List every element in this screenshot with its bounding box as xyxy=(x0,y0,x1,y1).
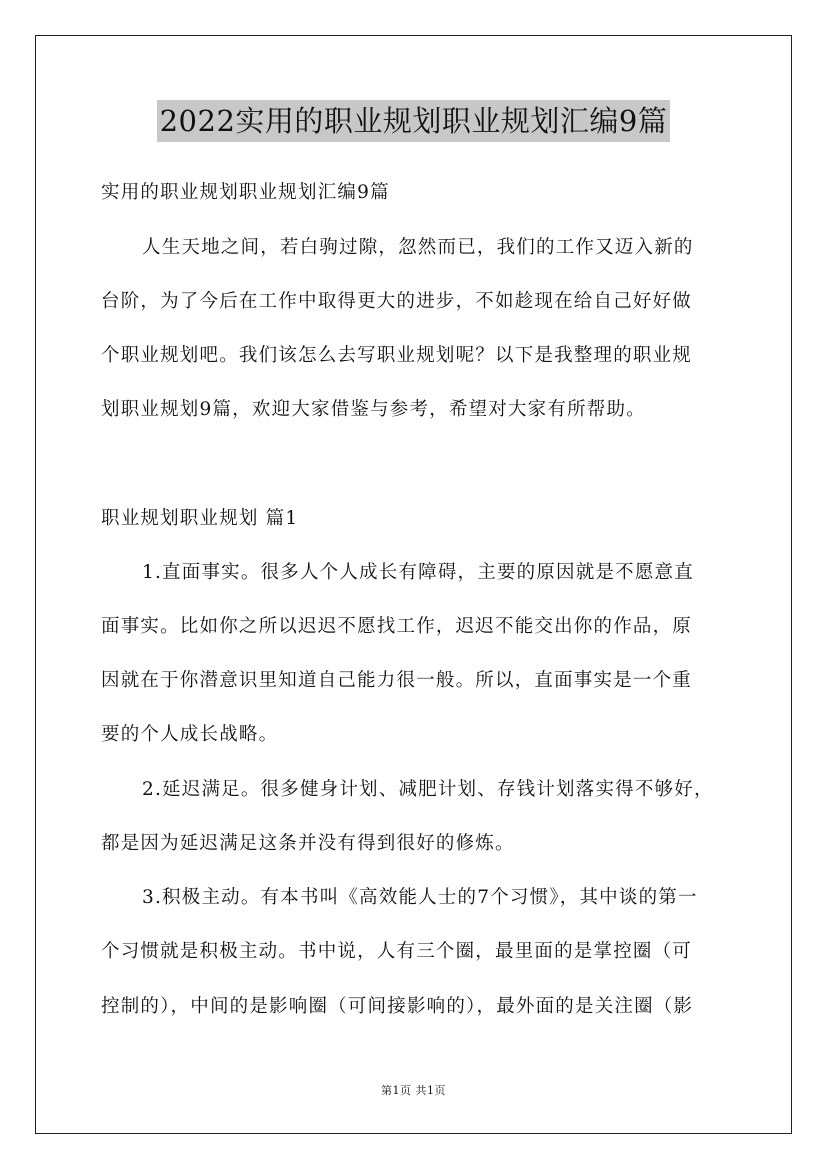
intro-line-2: 台阶，为了今后在工作中取得更大的进步，不如趁现在给自己好好做 xyxy=(101,291,693,312)
document-subtitle: 实用的职业规划职业规划汇编9篇 xyxy=(101,182,390,203)
point3-line-2: 个习惯就是积极主动。书中说，人有三个圈，最里面的是掌控圈（可 xyxy=(101,941,693,962)
point3-line-3: 控制的），中间的是影响圈（可间接影响的），最外面的是关注圈（影 xyxy=(101,996,694,1017)
document-title: 2022实用的职业规划职业规划汇编9篇 xyxy=(157,100,671,142)
point1-line-3: 因就在于你潜意识里知道自己能力很一般。所以，直面事实是一个重 xyxy=(101,670,693,691)
point1-line-4: 要的个人成长战略。 xyxy=(101,724,279,745)
point1-line-2: 面事实。比如你之所以迟迟不愿找工作，迟迟不能交出你的作品，原 xyxy=(101,616,693,637)
point2-line-1: 2.延迟满足。很多健身计划、减肥计划、存钱计划落实得不够好， xyxy=(142,779,714,800)
intro-line-1: 人生天地之间，若白驹过隙，忽然而已，我们的工作又迈入新的 xyxy=(142,237,694,258)
section-heading: 职业规划职业规划 篇1 xyxy=(101,508,299,529)
intro-line-3: 个职业规划吧。我们该怎么去写职业规划呢？以下是我整理的职业规 xyxy=(101,345,693,366)
page-footer: 第1页 共1页 xyxy=(381,1084,446,1097)
point3-line-1: 3.积极主动。有本书叫《高效能人士的7个习惯》，其中谈的第一 xyxy=(142,887,698,908)
point2-line-2: 都是因为延迟满足这条并没有得到很好的修炼。 xyxy=(101,833,515,854)
title-container xyxy=(0,100,827,142)
point1-line-1: 1.直面事实。很多人个人成长有障碍，主要的原因就是不愿意直 xyxy=(142,562,694,583)
intro-line-4: 划职业规划9篇，欢迎大家借鉴与参考，希望对大家有所帮助。 xyxy=(101,399,646,420)
